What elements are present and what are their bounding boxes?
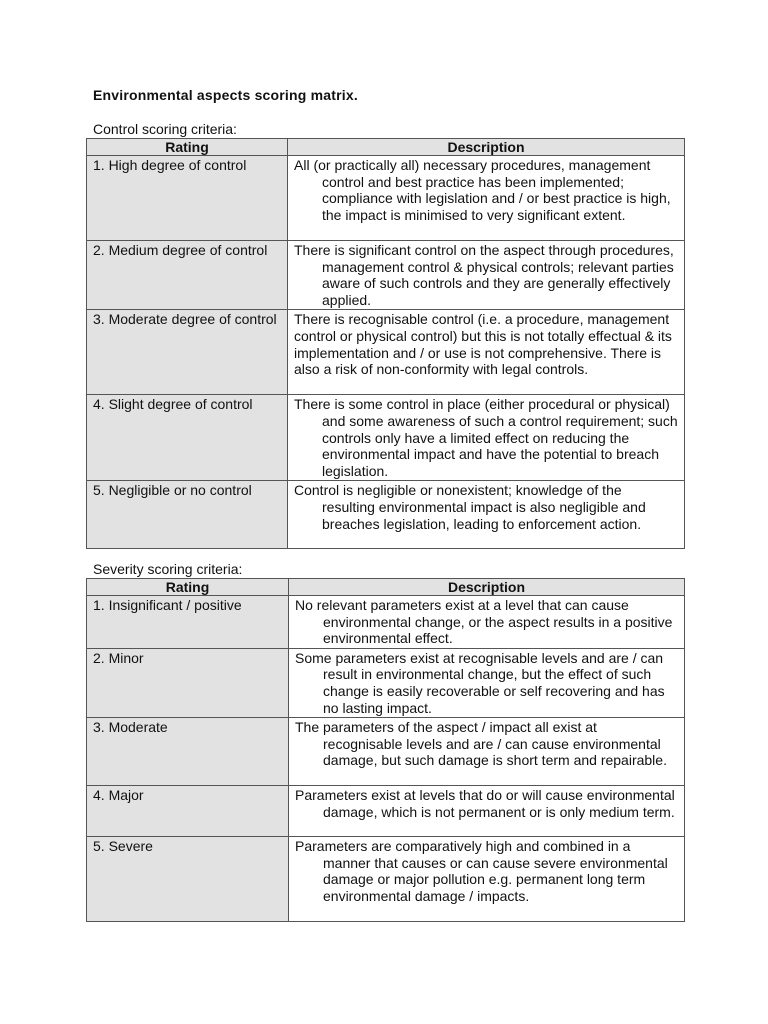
rating-cell xyxy=(87,596,289,649)
table-row xyxy=(87,241,685,310)
description-cell xyxy=(288,395,685,481)
control-section-label: Control scoring criteria: xyxy=(93,121,237,137)
table-row xyxy=(87,648,685,717)
rating-cell xyxy=(87,156,288,241)
table-row xyxy=(87,596,685,649)
table-row xyxy=(87,786,685,837)
rating-column-header: Rating xyxy=(87,579,289,596)
description-text: No relevant parameters exist at a level that can cause environmental change, or the aspect results in a positive environmental effect. xyxy=(295,597,673,647)
description-cell xyxy=(289,786,685,837)
description-text: Control is negligible or nonexistent; knowledge of the resulting environmental impact is also negligible and breaches legislation, leading to enforcement action. xyxy=(294,482,646,532)
description-cell xyxy=(288,241,685,310)
rating-cell xyxy=(87,786,289,837)
description-text: Parameters are comparatively high and combined in a manner that causes or can cause severe environmental damage or major pollution e.g. permanent long term environmental damage / impacts. xyxy=(295,838,668,904)
rating-column-header: Rating xyxy=(87,139,288,156)
severity-scoring-table xyxy=(86,578,685,922)
rating-text: 5. Severe xyxy=(93,838,153,855)
description-text: There is recognisable control (i.e. a procedure, management control or physical control) but this is not totally effectual & its implementation and / or use is not comprehensive. There is also a risk of non-conformity with legal controls. xyxy=(294,311,672,378)
description-cell xyxy=(289,596,685,649)
description-text: Some parameters exist at recognisable levels and are / can result in environmental change, but the effect of such change is easily recoverable or self recovering and has no lasting impact. xyxy=(295,649,665,716)
rating-text: 5. Negligible or no control xyxy=(93,482,252,499)
table-row xyxy=(87,395,685,481)
table-row xyxy=(87,837,685,922)
description-cell xyxy=(288,310,685,395)
table-header-row xyxy=(87,139,685,156)
control-scoring-table xyxy=(86,138,685,549)
rating-text: 4. Major xyxy=(93,787,144,804)
description-cell xyxy=(289,648,685,717)
rating-cell xyxy=(87,395,288,481)
document-title: Environmental aspects scoring matrix. xyxy=(93,87,358,103)
rating-text: 2. Medium degree of control xyxy=(93,242,268,258)
rating-cell xyxy=(87,241,288,310)
rating-cell xyxy=(87,310,288,395)
description-cell xyxy=(289,718,685,786)
rating-text: 1. Insignificant / positive xyxy=(93,597,242,613)
table-row xyxy=(87,718,685,786)
table-row xyxy=(87,156,685,241)
rating-text: 2. Minor xyxy=(93,649,144,666)
description-text: There is some control in place (either procedural or physical) and some awareness of such a control requirement; such controls only have a limited effect on reducing the environmental impact and have the potential to breach legislation. xyxy=(294,396,678,479)
severity-section-label: Severity scoring criteria: xyxy=(93,561,243,577)
description-text: There is significant control on the aspect through procedures, management control & physical controls; relevant parties aware of such controls and they are generally effectively applied. xyxy=(294,242,674,308)
description-text: Parameters exist at levels that do or will cause environmental damage, which is not permanent or is only medium term. xyxy=(295,787,675,820)
table-row xyxy=(87,481,685,549)
description-cell xyxy=(289,837,685,922)
table-row xyxy=(87,310,685,395)
description-cell xyxy=(288,156,685,241)
rating-cell xyxy=(87,481,288,549)
rating-text: 3. Moderate xyxy=(93,719,168,736)
description-text: All (or practically all) necessary procedures, management control and best practice has been implemented; compliance with legislation and / or best practice is high, the impact is minimised to very significant extent. xyxy=(294,157,671,223)
description-column-header: Description xyxy=(289,579,685,596)
rating-cell xyxy=(87,648,289,717)
rating-cell xyxy=(87,718,289,786)
rating-cell xyxy=(87,837,289,922)
rating-text: 4. Slight degree of control xyxy=(93,396,253,413)
description-cell xyxy=(288,481,685,549)
description-column-header: Description xyxy=(288,139,685,156)
rating-text: 1. High degree of control xyxy=(93,157,247,173)
description-text: The parameters of the aspect / impact all exist at recognisable levels and are / can cause environmental damage, but such damage is short term and repairable. xyxy=(295,719,667,769)
table-header-row xyxy=(87,579,685,596)
rating-text: 3. Moderate degree of control xyxy=(93,311,277,328)
